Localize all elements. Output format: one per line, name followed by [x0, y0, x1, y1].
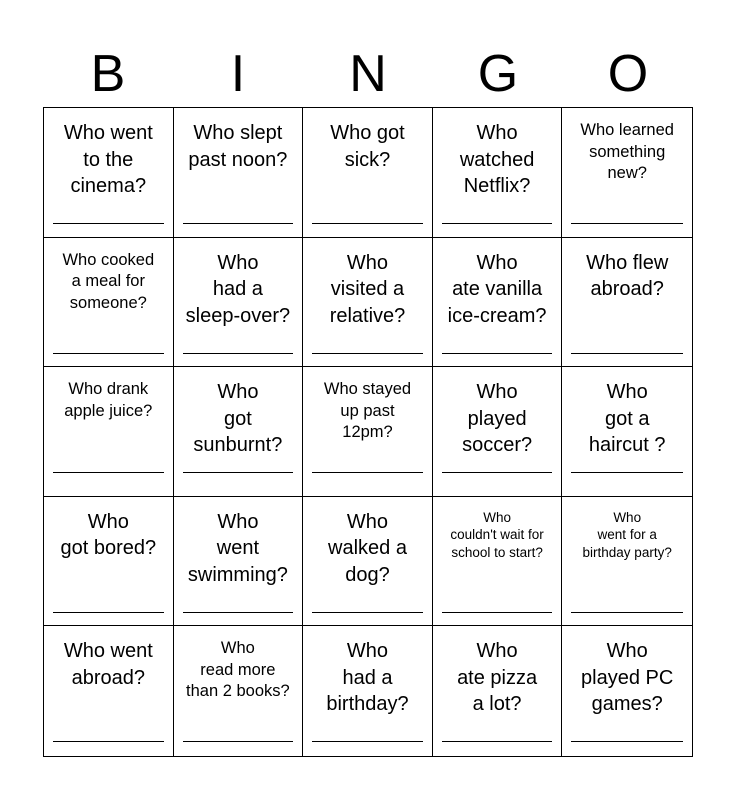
cell-prompt: Who visited a relative?: [329, 251, 406, 327]
answer-line: [53, 472, 164, 473]
cell-prompt: Who slept past noon?: [188, 122, 288, 171]
cell-prompt: Who got a haircut ?: [588, 381, 666, 457]
cell-prompt: Who had a sleep-over?: [185, 251, 291, 327]
bingo-cell-g1[interactable]: [433, 108, 563, 238]
answer-line: [442, 223, 553, 224]
bingo-cell-b5[interactable]: [44, 626, 174, 756]
cell-prompt: Who went to the cinema?: [63, 122, 153, 197]
answer-line: [183, 223, 294, 224]
cell-prompt: Who got sick?: [330, 122, 405, 171]
bingo-cell-g5[interactable]: [433, 626, 563, 756]
answer-line: [442, 353, 553, 354]
cell-prompt: Who learned something new?: [580, 121, 674, 182]
bingo-cell-o4[interactable]: [562, 497, 692, 627]
cell-prompt: Who stayed up past 12pm?: [323, 380, 412, 442]
bingo-header: [43, 40, 693, 108]
bingo-cell-i4[interactable]: [174, 497, 304, 627]
bingo-cell-i1[interactable]: [174, 108, 304, 238]
bingo-cell-n1[interactable]: [303, 108, 433, 238]
answer-line: [53, 612, 164, 613]
bingo-cell-g4[interactable]: [433, 497, 563, 627]
cell-prompt: Who flew abroad?: [586, 251, 669, 301]
cell-prompt: Who read more than 2 books?: [186, 639, 290, 701]
cell-prompt: Who played PC games?: [581, 640, 674, 716]
answer-line: [53, 353, 164, 354]
bingo-cell-o2[interactable]: [562, 238, 692, 368]
bingo-card-grid: [43, 107, 693, 757]
cell-prompt: Who went abroad?: [63, 640, 153, 689]
header-letter-o: O: [607, 45, 649, 103]
bingo-cell-i3[interactable]: [174, 367, 304, 497]
bingo-cell-g3[interactable]: [433, 367, 563, 497]
cell-prompt: Who got sunburnt?: [193, 381, 283, 457]
bingo-cell-o1[interactable]: [562, 108, 692, 238]
bingo-cell-n4[interactable]: [303, 497, 433, 627]
answer-line: [571, 472, 683, 473]
answer-line: [442, 472, 553, 473]
cell-prompt: Who got bored?: [60, 510, 157, 560]
bingo-cell-b1[interactable]: [44, 108, 174, 238]
answer-line: [312, 472, 423, 473]
cell-prompt: Who ate pizza a lot?: [457, 640, 538, 716]
bingo-cell-i5[interactable]: [174, 626, 304, 756]
bingo-cell-n2[interactable]: [303, 238, 433, 368]
bingo-cell-i2[interactable]: [174, 238, 304, 368]
answer-line: [571, 741, 683, 742]
answer-line: [571, 612, 683, 613]
cell-prompt: Who cooked a meal for someone?: [62, 250, 155, 312]
answer-line: [571, 223, 683, 224]
answer-line: [312, 612, 423, 613]
answer-line: [442, 741, 553, 742]
bingo-cell-b3[interactable]: [44, 367, 174, 497]
bingo-cell-n5[interactable]: [303, 626, 433, 756]
answer-line: [53, 741, 164, 742]
answer-line: [183, 353, 294, 354]
header-letter-n: N: [349, 45, 387, 103]
header-letter-i: I: [230, 45, 246, 103]
bingo-cell-n3[interactable]: [303, 367, 433, 497]
cell-prompt: Who ate vanilla ice-cream?: [447, 251, 547, 327]
answer-line: [312, 353, 423, 354]
bingo-cell-o5[interactable]: [562, 626, 692, 756]
cell-prompt: Who went for a birthday party?: [582, 509, 672, 560]
answer-line: [183, 741, 294, 742]
bingo-cell-o3[interactable]: [562, 367, 692, 497]
cell-prompt: Who walked a dog?: [328, 510, 407, 586]
answer-line: [183, 612, 294, 613]
cell-prompt: Who played soccer?: [462, 381, 533, 457]
answer-line: [183, 472, 294, 473]
answer-line: [442, 612, 553, 613]
answer-line: [312, 741, 423, 742]
answer-line: [53, 223, 164, 224]
answer-line: [312, 223, 423, 224]
answer-line: [571, 353, 683, 354]
bingo-cell-b2[interactable]: [44, 238, 174, 368]
cell-prompt: Who watched Netflix?: [459, 122, 535, 197]
cell-prompt: Who went swimming?: [187, 510, 288, 586]
cell-prompt: Who couldn't wait for school to start?: [450, 509, 544, 560]
bingo-cell-b4[interactable]: [44, 497, 174, 627]
bingo-cell-g2[interactable]: [433, 238, 563, 368]
cell-prompt: Who had a birthday?: [326, 640, 409, 716]
header-letter-g: G: [477, 45, 519, 103]
header-letter-b: B: [90, 45, 126, 103]
cell-prompt: Who drank apple juice?: [64, 380, 153, 420]
